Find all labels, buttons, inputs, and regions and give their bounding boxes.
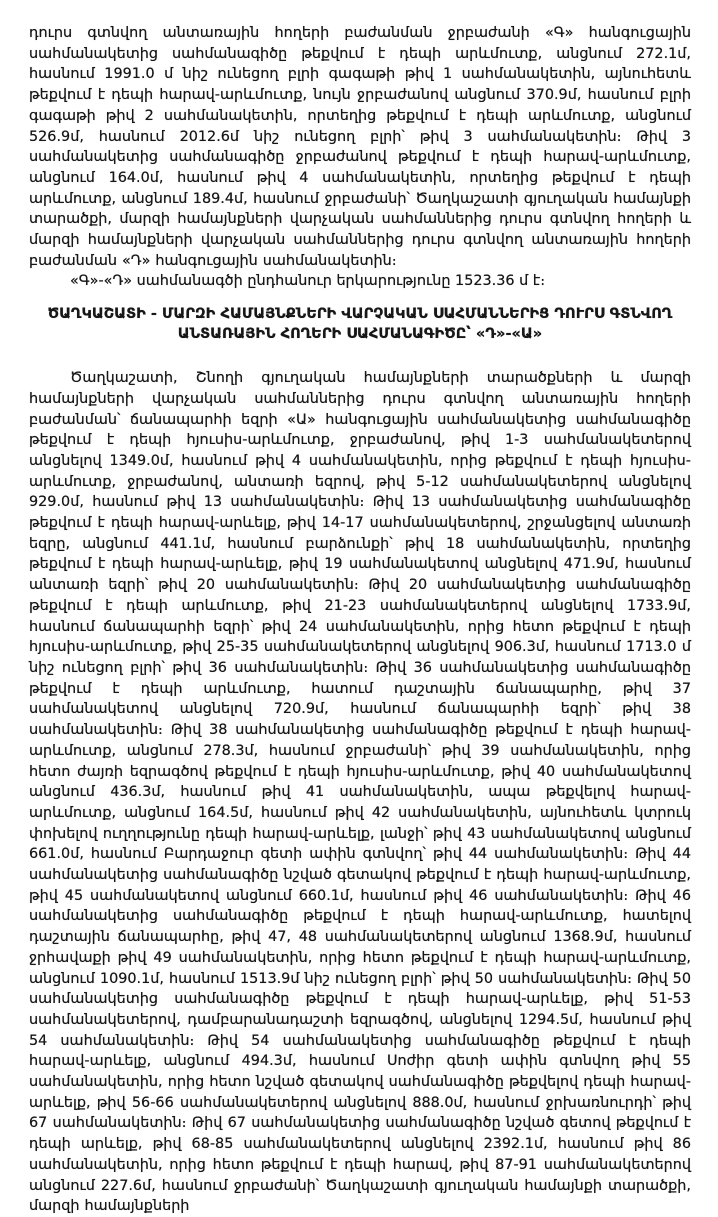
- paragraph-boundary-d-a: Ծաղկաշատի, Շնողի գյուղական համայնքների տարածքների և մարզի համայնքների վարչական սահմաններից դուրս գտնվող անտառային հողերի բաժանման՝ ճանապարհի եզրի «Ա» հանգուցային սահմանակետից սահմանագիծը թեքվում է դեպի հյուսիս-արևմուտք, ջրբաժանով, թիվ 1-3 սահմանակետերով անցնելով 1349.0մ, հասնում թիվ 4 սահմանակետին, որից թեքվում է դեպի հյուսիս-արևմուտք, ջրբաժանով, անտառի եզրով, թիվ 5-12 սահմանակետերով անցնելով 929.0մ, հասնում թիվ 13 սահմանակետին։ Թիվ 13 սահմանակետից սահմանագիծը թեքվում է դեպի հարավ-արևելք, թիվ 14-17 սահմանակետերով, շրջանցելով անտառի եզրը, անցնում 441.1մ, հասնում բարձունքի՝ թիվ 18 սահմանակետին, որտեղից թեքվում է դեպի հարավ-արևելք, թիվ 19 սահմանակետով անցնելով 471.9մ, հասնում անտառի եզրի՝ թիվ 20 սահմանակետին։ Թիվ 20 սահմանակետից սահմանագիծը թեքվում է դեպի արևմուտք, թիվ 21-23 սահմանակետերով անցնելով 1733.9մ, հասնում ճանապարհի եզրի՝ թիվ 24 սահմանակետին, որից հետո թեքվում է դեպի հյուսիս-արևմուտք, թիվ 25-35 սահմանակետերով անցնելով 906.3մ, հասնում 1713.0 մ նիշ ունեցող բլրի՝ թիվ 36 սահմանակետին։ Թիվ 36 սահմանակետից սահմանագիծը թեքվում է դեպի արևմուտք, հատում դաշտային ճանապարհը, թիվ 37 սահմանակետով անցնելով 720.9մ, հասնում ճանապարհի եզրի՝ թիվ 38 սահմանակետին։ Թիվ 38 սահմանակետից սահմանագիծը թեքվում է դեպի հարավ-արևմուտք, անցնում 278.3մ, հասնում ջրբաժանի՝ թիվ 39 սահմանակետին, որից հետո ժայռի եզրագծով թեքվում է դեպի հյուսիս-արևմուտք, թիվ 40 սահմանակետով անցնում 436.3մ, հասնում թիվ 41 սահմանակետին, ապա թեքվելով հարավ-արևմուտք, անցնում 164.5մ, հասնում թիվ 42 սահմանակետին, այնուհետև կտրուկ փոխելով ուղղությունը դեպի հարավ-արևելք, լանջի՝ թիվ 43 սահմանակետով անցնում 661.0մ, հասնում Բարդաջուր գետի ափին գտնվող՝ թիվ 44 սահմանակետին։ Թիվ 44 սահմանակետից սահմանագիծը նշված գետակով թեքվում է դեպի հարավ-արևմուտք, թիվ 45 սահմանակետով անցնում 660.1մ, հասնում թիվ 46 սահմանակետին։ Թիվ 46 սահմանակետից սահմանագիծը թեքվում է դեպի հարավ-արևմուտք, հատելով դաշտային ճանապարհը, թիվ 47, 48 սահմանակետերով անցնում 1368.9մ, հասնում ջրհավաքի թիվ 49 սահմանակետին, որից հետո թեքվում է դեպի հարավ-արևմուտք, անցնում 1090.1մ, հասնում 1513.9մ նիշ ունեցող բլրի՝ թիվ 50 սահմանակետին։ Թիվ 50 սահմանակետից սահմանագիծը թեքվում է դեպի հարավ-արևելք, թիվ 51-53 սահմանակետերով, դամբարանադաշտի եզրագծով, անցնելով 1294.5մ, հասնում թիվ 54 սահմանակետին։ Թիվ 54 սահմանակետից սահմանագիծը թեքվում է դեպի հարավ-արևելք, անցնում 494.3մ, հասնում Սոժիր գետի ափին գտնվող թիվ 55 սահմանակետին, որից հետո նշված գետակով սահմանագիծը թեքվելով դեպի հարավ-արևելք, թիվ 56-66 սահմանակետերով անցնելով 888.0մ, հասնում ջրխառնուրդի՝ թիվ 67 սահմանակետին։ Թիվ 67 սահմանակետից սահմանագիծը նշված գետով թեքվում է դեպի արևելք, թիվ 68-85 սահմանակետերով անցնելով 2392.1մ, հասնում թիվ 86 սահմանակետին, որից հետո թեքվում է դեպի հարավ, թիվ 87-91 սահմանակետերով անցնում 227.6մ, հասնում ջրբաժանի՝ Ծաղկաշատի գյուղական համայնքի տարածքի, մարզի համայնքների: [29, 370, 691, 1215]
- boundary-total-length-line: «Գ»-«Դ» սահմանագծի ընդհանուր երկարությունը 1523.36 մ է։: [70, 273, 546, 290]
- section-heading-boundary-d-a: ԾԱՂԿԱՇԱՏԻ - ՄԱՐԶԻ ՀԱՄԱՅՆՔՆԵՐԻ ՎԱՐՉԱԿԱՆ ՍԱՀՄԱՆՆԵՐԻՑ ԴՈՒՐՍ ԳՏՆՎՈՂ ԱՆՏԱՌԱՅԻՆ ՀՈՂԵՐԻ ՍԱՀՄԱՆԱԳԻԾԸ՝ «Դ»-«Ա»: [47, 305, 673, 343]
- paragraph-boundary-g-d: դուրս գտնվող անտառային հողերի բաժանման ջրբաժանի «Գ» հանգուցային սահմանակետից սահմանագիծը թեքվում է դեպի արևմուտք, անցնում 272.1մ, հասնում 1991.0 մ նիշ ունեցող բլրի գագաթի թիվ 1 սահմանակետին, այնուհետև թեքվում է դեպի հարավ-արևմուտք, նույն ջրբաժանով անցնում 370.9մ, հասնում բլրի գագաթի թիվ 2 սահմանակետին, որտեղից թեքվում է դեպի արևմուտք, անցնում 526.9մ, հասնում 2012.6մ նիշ ունեցող բլրի՝ թիվ 3 սահմանակետին։ Թիվ 3 սահմանակետից սահմանագիծը ջրբաժանով թեքվում է դեպի հարավ-արևմուտք, անցնում 164.0մ, հասնում թիվ 4 սահմանակետին, որտեղից թեքվում է դեպի արևմուտք, անցնում 189.4մ, հասնում ջրբաժանի՝ Ծաղկաշատի գյուղական համայնքի տարածքի, մարզի համայնքների վարչական սահմաններից դուրս գտնվող հողերի և մարզի համայնքների վարչական սահմաններից դուրս գտնվող անտառային հողերի բաժանման «Դ» հանգուցային սահմանակետին։: [29, 25, 691, 269]
